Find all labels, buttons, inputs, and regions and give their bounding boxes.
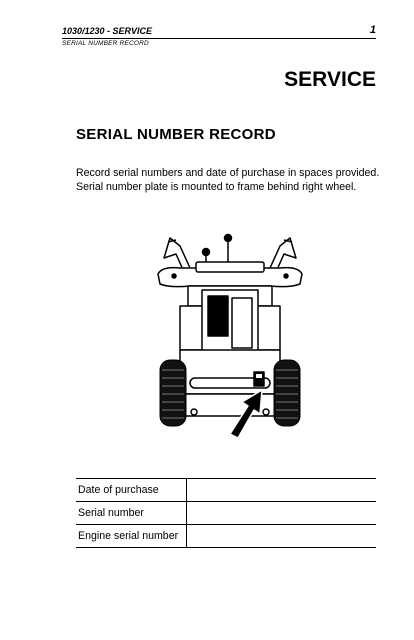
serial-record-table xyxy=(76,478,376,548)
table-row xyxy=(76,479,376,502)
section-heading: SERIAL NUMBER RECORD xyxy=(76,126,276,143)
row-label: Serial number xyxy=(76,502,187,525)
row-label: Engine serial number xyxy=(76,525,187,548)
page-title: SERVICE xyxy=(284,68,376,91)
row-value-field[interactable] xyxy=(187,479,377,502)
row-value-field[interactable] xyxy=(187,525,377,548)
table-row xyxy=(76,525,376,548)
header-subtitle: SERIAL NUMBER RECORD xyxy=(62,40,149,47)
mower-rear-view-illustration xyxy=(150,228,310,440)
paragraph-line: Record serial numbers and date of purchase in spaces provided. xyxy=(76,167,380,179)
page-number: 1 xyxy=(369,24,376,36)
table-row xyxy=(76,502,376,525)
right-wheel xyxy=(274,360,300,426)
row-value-field[interactable] xyxy=(187,502,377,525)
header-title: 1030/1230 - SERVICE xyxy=(62,26,153,36)
instruction-paragraph xyxy=(76,166,396,194)
paragraph-line: Serial number plate is mounted to frame behind right wheel. xyxy=(76,181,357,193)
header-divider xyxy=(62,38,376,39)
left-wheel xyxy=(160,360,186,426)
row-label: Date of purchase xyxy=(76,479,187,502)
